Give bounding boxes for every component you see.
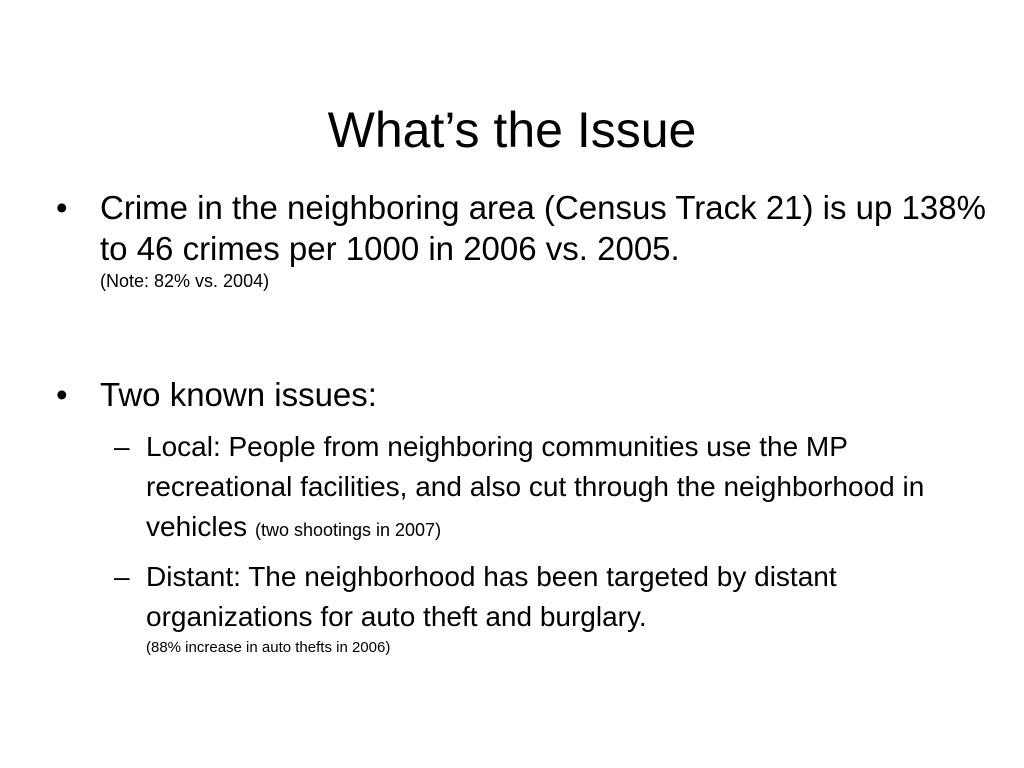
subitem-note: (88% increase in auto thefts in 2006) — [146, 639, 391, 656]
bullet-crime-increase — [56, 187, 1000, 293]
bullet-marker: • — [56, 189, 68, 226]
subitem-distant — [114, 557, 966, 659]
bullet-text: Crime in the neighboring area (Census Track 21) is up 138% to 46 crimes per 1000 in 2006 vs. 2005. — [100, 189, 986, 267]
subitem-marker: – — [114, 561, 130, 592]
bullet-marker: • — [56, 376, 68, 413]
bullet-text: Two known issues: — [100, 376, 377, 413]
subitem-marker: – — [114, 431, 130, 462]
bullet-note: (Note: 82% vs. 2004) — [100, 271, 270, 291]
subitem-text: Local: People from neighboring communities use the MP recreational facilities, and also cut through the neighborhood in vehicles — [146, 431, 925, 542]
subitem-local — [114, 427, 966, 550]
subitem-text: Distant: The neighborhood has been targeted by distant organizations for auto theft and burglary. — [146, 561, 837, 632]
slide-title: What’s the Issue — [327, 101, 697, 158]
subitem-note: (two shootings in 2007) — [254, 520, 442, 540]
bullet-known-issues — [56, 374, 1000, 415]
